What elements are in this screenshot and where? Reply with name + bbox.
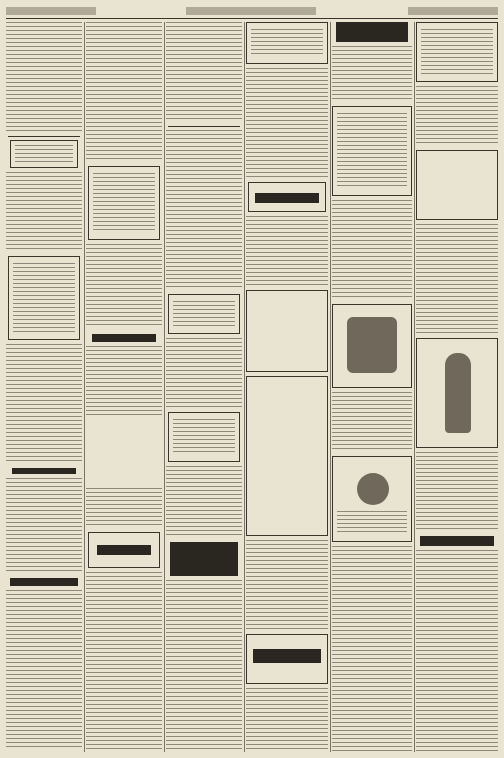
ad-box	[168, 294, 240, 334]
ad-box	[168, 412, 240, 462]
ad-box	[246, 634, 328, 684]
text-block	[332, 46, 412, 102]
text-block	[6, 172, 82, 252]
text-block	[86, 346, 162, 416]
masthead	[6, 6, 498, 19]
column-5	[332, 22, 412, 752]
column-6	[416, 22, 498, 752]
display-heading	[92, 334, 156, 342]
header-box	[246, 22, 328, 64]
ad-box	[248, 182, 326, 212]
text-block	[166, 466, 242, 538]
ad-box	[8, 256, 80, 340]
text-block	[246, 68, 328, 178]
sewing-machine-illustration	[347, 317, 397, 373]
display-heading	[420, 536, 494, 546]
text-block	[246, 688, 328, 752]
divider	[8, 136, 80, 137]
divider	[168, 126, 240, 127]
text-block	[166, 130, 242, 290]
text-block	[166, 580, 242, 752]
text-block	[86, 244, 162, 328]
ad-box	[332, 304, 412, 388]
lottery-ad	[246, 376, 328, 536]
column-rule	[414, 22, 415, 752]
ad-box	[332, 106, 412, 196]
text-block	[166, 22, 242, 122]
issue-line	[6, 7, 96, 15]
text-block	[246, 540, 328, 630]
text-block	[416, 452, 498, 532]
text-block	[416, 86, 498, 146]
ad-box	[10, 140, 78, 168]
date-line	[408, 7, 498, 15]
text-block	[246, 216, 328, 286]
column-rule	[244, 22, 245, 752]
text-block	[6, 478, 82, 574]
column-rule	[84, 22, 85, 752]
text-block	[86, 572, 162, 752]
text-block	[332, 392, 412, 452]
display-heading	[336, 22, 408, 42]
column-4	[246, 22, 328, 752]
column-3	[166, 22, 242, 752]
text-block	[416, 224, 498, 334]
ad-box	[416, 338, 498, 448]
display-heading	[10, 578, 78, 586]
display-heading	[170, 542, 238, 576]
ad-box	[416, 150, 498, 220]
masthead-title	[186, 7, 316, 15]
text-block	[6, 344, 82, 464]
column-2	[86, 22, 162, 752]
text-block	[6, 22, 82, 132]
text-block	[86, 488, 162, 528]
mannequin-illustration	[445, 353, 471, 433]
ad-box	[416, 22, 498, 82]
column-1	[6, 22, 82, 752]
text-block	[332, 200, 412, 300]
ad-box	[88, 532, 160, 568]
text-block	[6, 590, 82, 750]
text-block	[416, 550, 498, 752]
clock-illustration	[357, 473, 389, 505]
display-heading	[12, 468, 76, 474]
column-rule	[330, 22, 331, 752]
ad-box	[332, 456, 412, 542]
column-rule	[164, 22, 165, 752]
ad-box	[88, 166, 160, 240]
text-block	[332, 546, 412, 752]
text-block	[166, 338, 242, 408]
ad-box	[246, 290, 328, 372]
text-block	[86, 22, 162, 162]
